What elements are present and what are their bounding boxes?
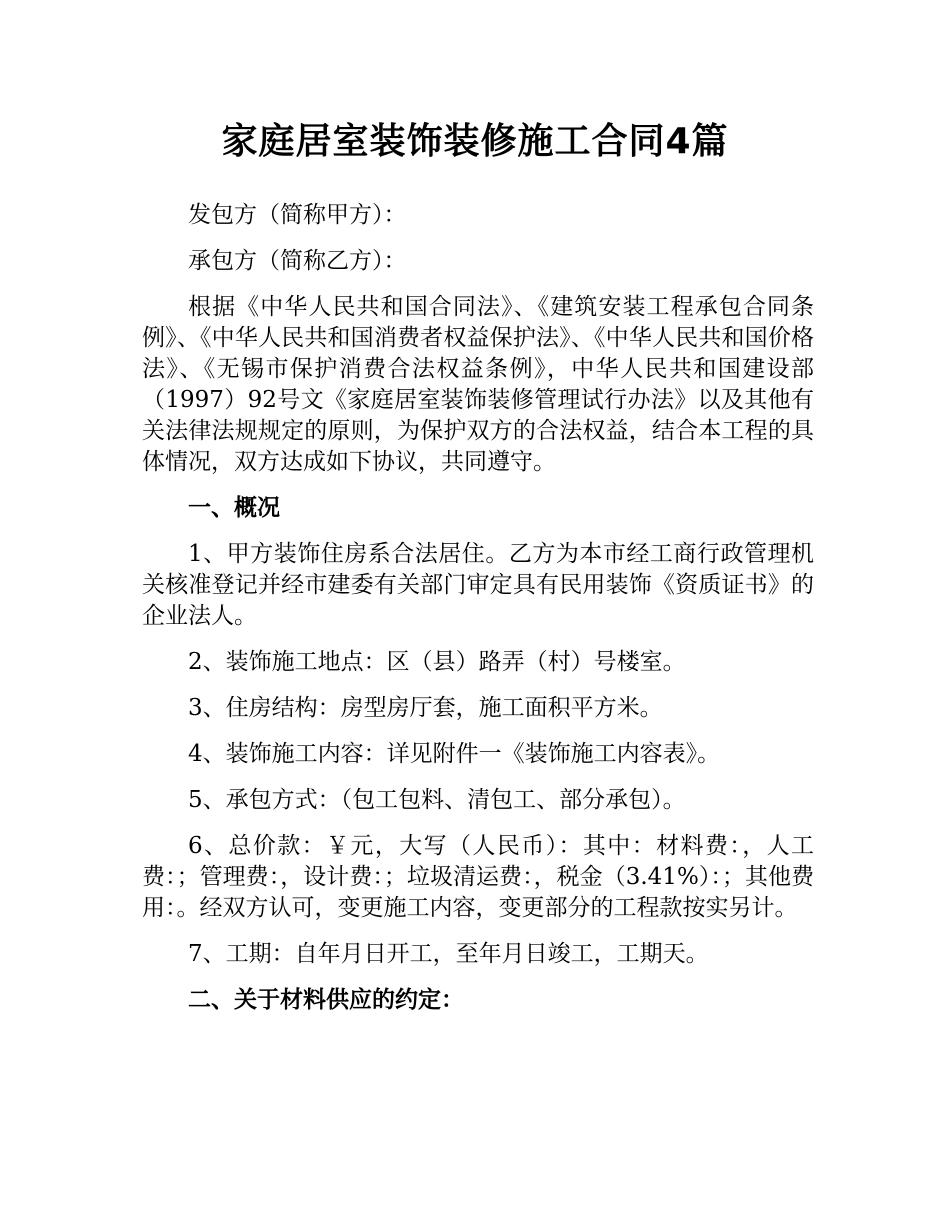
- clause-2: 2、装饰施工地点：区（县）路弄（村）号楼室。: [188, 649, 686, 675]
- clause-5: 5、承包方式：（包工包料、清包工、部分承包）。: [188, 787, 686, 813]
- section-heading-overview: 一、概况: [188, 495, 280, 521]
- clause-4: 4、装饰施工内容：详见附件一《装饰施工内容表》。: [188, 741, 721, 767]
- clause-3: 3、住房结构：房型房厅套，施工面积平方米。: [188, 695, 663, 721]
- preamble-paragraph: 根据《中华人民共和国合同法》、《建筑安装工程承包合同条例》、《中华人民共和国消费者权益保护法》、《中华人民共和国价格法》、《无锡市保护消费合法权益条例》，中华人民共和国建设部（1997）92号文《家庭居室装饰装修管理试行办法》以及其他有关法律法规规定的原则，为保护双方的合法权益，结合本工程的具体情况，双方达成如下协议，共同遵守。: [142, 294, 814, 475]
- clause-6: 6、总价款：￥元，大写（人民币）：其中：材料费：，人工费：；管理费：，设计费：；垃圾清运费：，税金（3.41%）：；其他费用：。经双方认可，变更施工内容，变更部分的工程款按实另计。: [142, 833, 814, 921]
- party-a-line: 发包方（简称甲方）：: [188, 202, 407, 228]
- clause-1: 1、甲方装饰住房系合法居住。乙方为本市经工商行政管理机关核准登记并经市建委有关部门审定具有民用装饰《资质证书》的企业法人。: [142, 541, 814, 629]
- document-body: [142, 200, 814, 1031]
- document-title: 家庭居室装饰装修施工合同4篇: [221, 121, 729, 162]
- clause-7: 7、工期：自年月日开工，至年月日竣工，工期天。: [188, 941, 709, 967]
- party-b-line: 承包方（简称乙方）：: [188, 248, 407, 274]
- section-heading-materials: 二、关于材料供应的约定：: [188, 987, 464, 1013]
